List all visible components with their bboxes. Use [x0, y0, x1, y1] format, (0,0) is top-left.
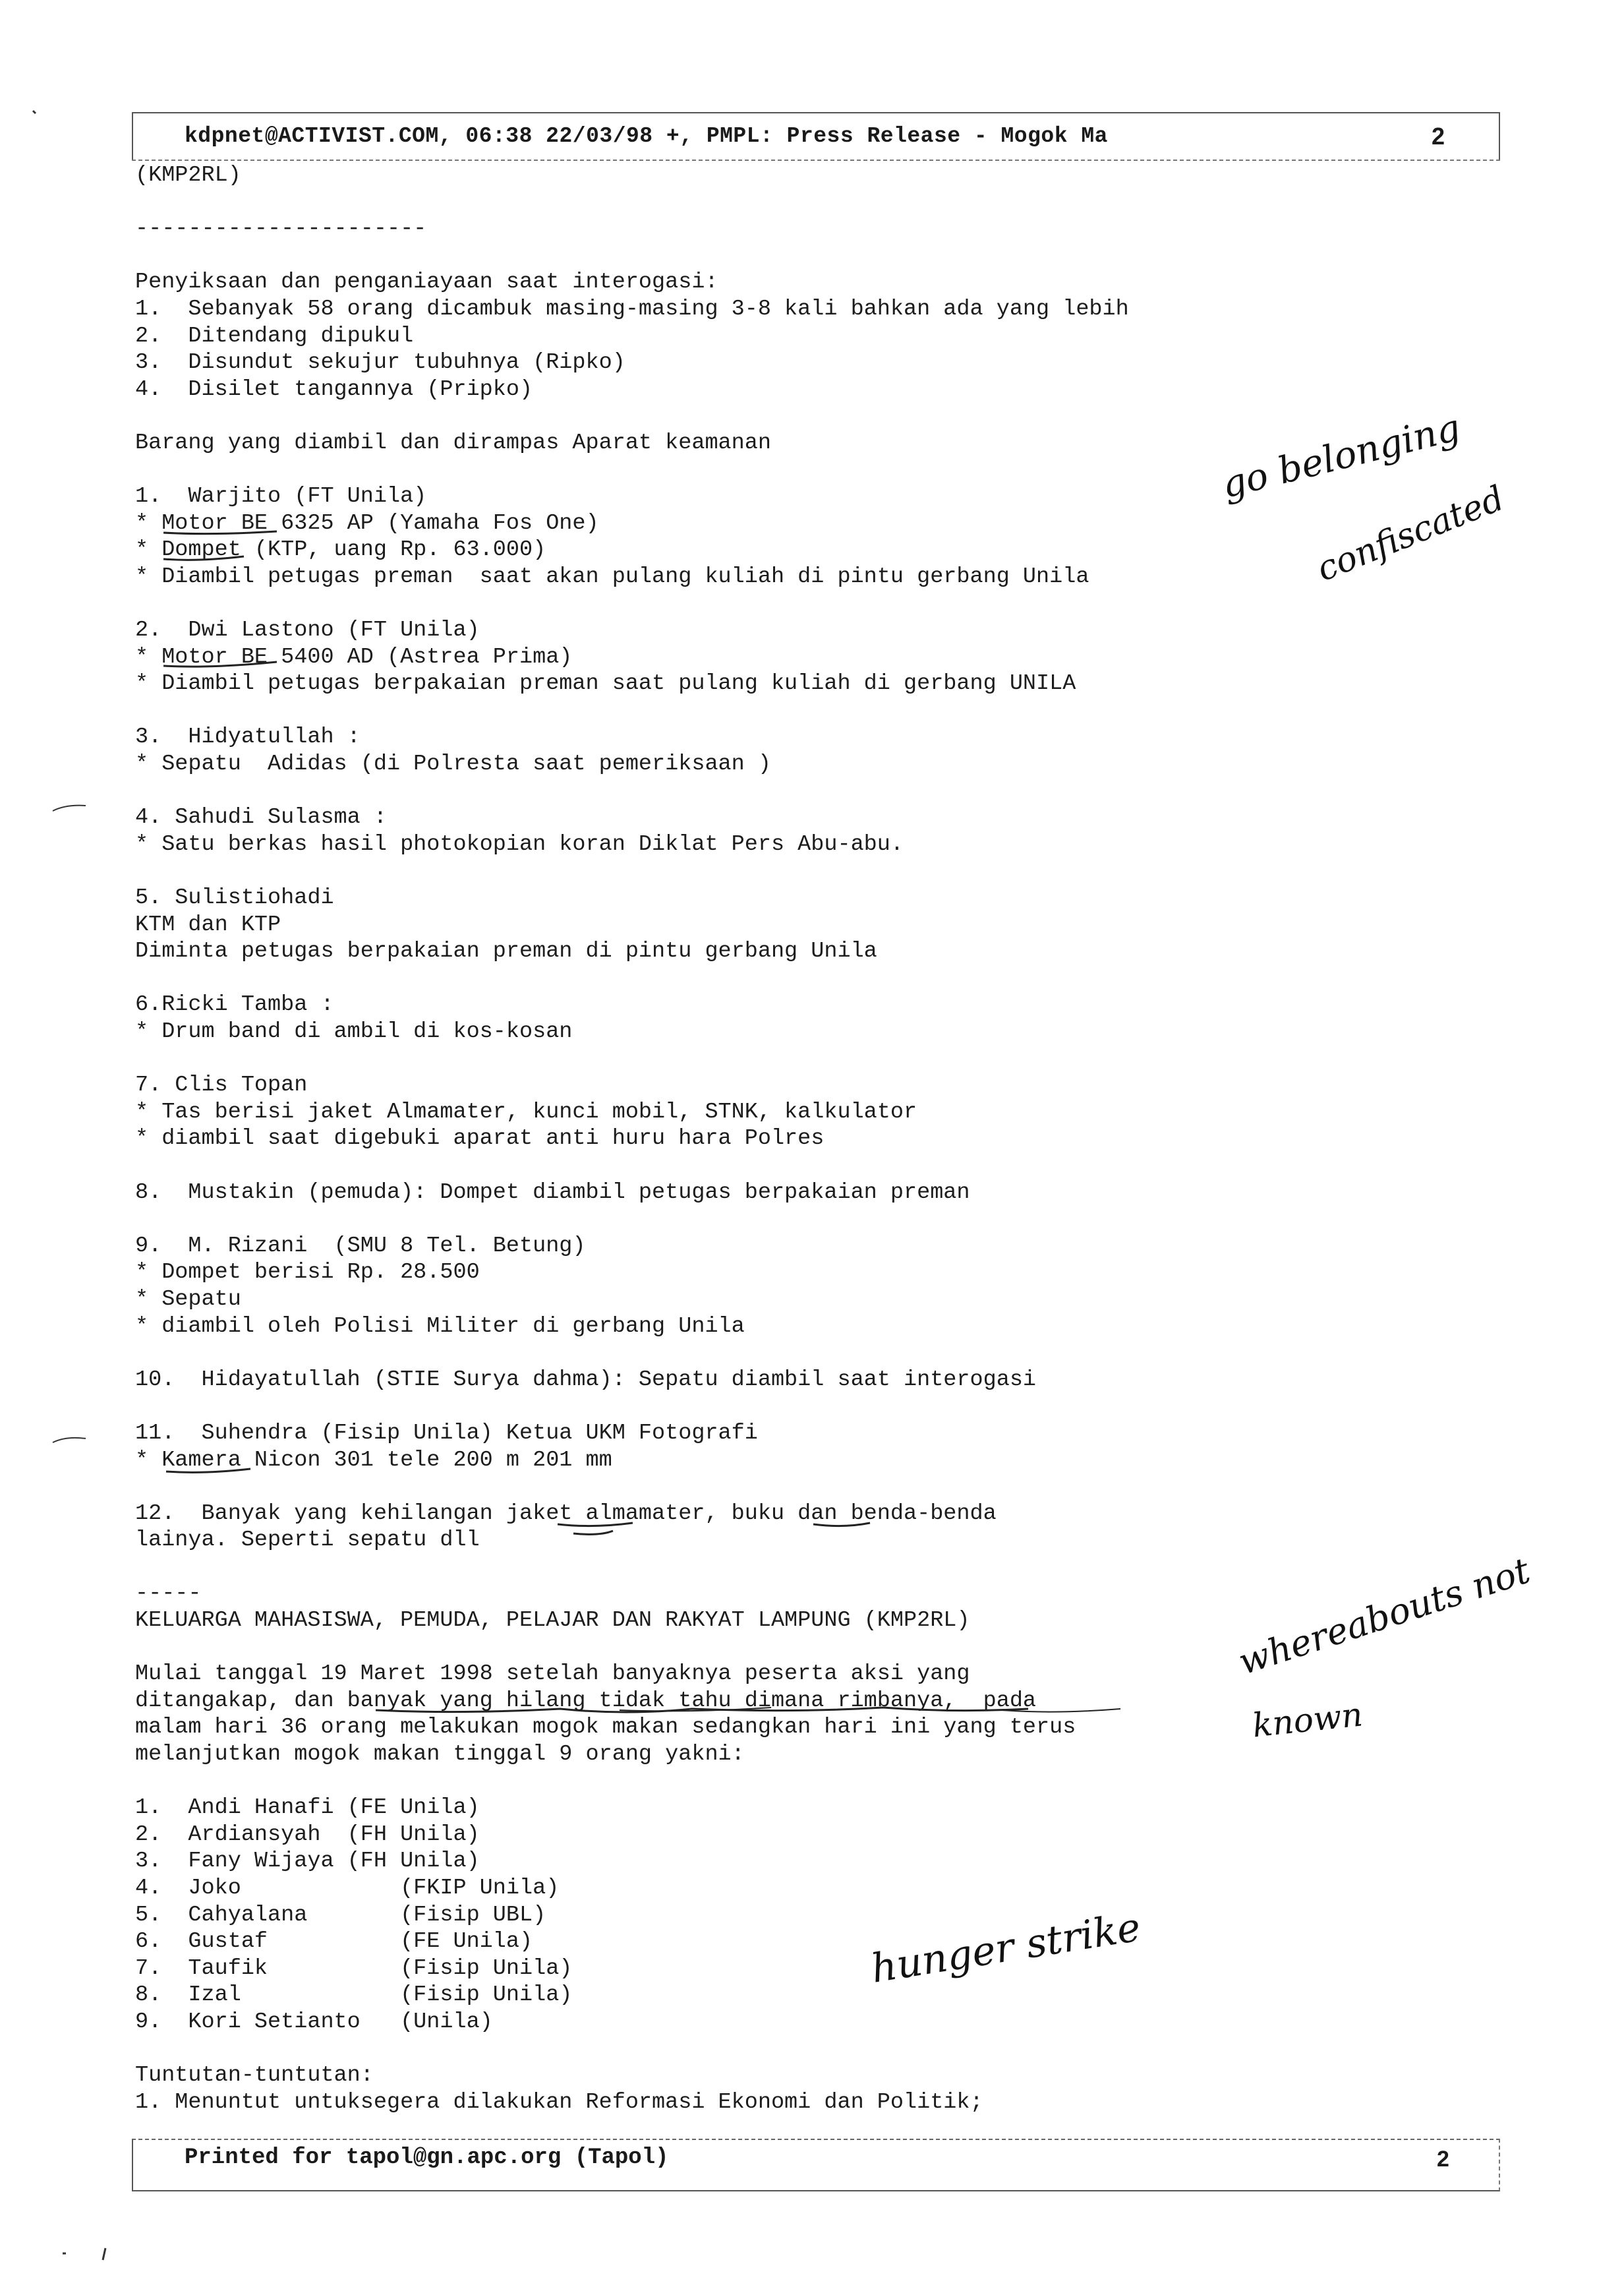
handwritten-note-hunger-strike-text: hunger strike	[868, 1904, 1144, 1992]
handwritten-note-known-line2: known	[1250, 1695, 1365, 1745]
text-line: 6.Ricki Tamba :	[135, 992, 334, 1018]
text-line: * diambil saat digebuki aparat anti huru hara Polres	[135, 1126, 825, 1152]
text-line: * Drum band di ambil di kos-kosan	[135, 1019, 573, 1044]
text-line: (KMP2RL)	[135, 163, 241, 188]
text-line: 2. Ditendang dipukul	[135, 323, 414, 349]
text-line: 3. Disundut sekujur tubuhnya (Ripko)	[135, 350, 625, 376]
underline-motor-2	[163, 662, 277, 667]
text-line: 4. Disilet tangannya (Pripko)	[135, 376, 533, 402]
text-line: 1. Warjito (FT Unila)	[135, 484, 427, 510]
text-line: melanjutkan mogok makan tinggal 9 orang yakni:	[135, 1742, 745, 1768]
text-line: Penyiksaan dan penganiayaan saat interogasi:	[135, 270, 718, 295]
footer-printed-for: Printed for tapol@gn.apc.org (Tapol)	[185, 2145, 669, 2170]
text-line: KELUARGA MAHASISWA, PEMUDA, PELAJAR DAN RAKYAT LAMPUNG (KMP2RL)	[135, 1608, 970, 1634]
text-line: 2. Ardiansyah (FH Unila)	[135, 1822, 480, 1847]
text-line: * Dompet (KTP, uang Rp. 63.000)	[135, 537, 546, 563]
text-line: Barang yang diambil dan dirampas Aparat keamanan	[135, 430, 771, 456]
text-line: * Diambil petugas berpakaian preman saat pulang kuliah di gerbang UNILA	[135, 671, 1076, 697]
text-line: * Dompet berisi Rp. 28.500	[135, 1260, 480, 1286]
text-line: 4. Sahudi Sulasma :	[135, 805, 387, 831]
handwritten-note-whereabouts-line1: whereabouts not	[1233, 1549, 1535, 1683]
text-line: * diambil oleh Polisi Militer di gerbang Unila	[135, 1313, 745, 1339]
handwritten-note-belongings-line1: go belonging	[1217, 406, 1465, 507]
text-line: -----	[135, 1581, 202, 1607]
text-line: ----------------------	[135, 216, 427, 242]
underline-hilang	[376, 1708, 1028, 1712]
text-line: lainya. Seperti sepatu dll	[135, 1528, 480, 1553]
text-line: Diminta petugas berpakaian preman di pintu gerbang Unila	[135, 939, 877, 965]
text-line: 12. Banyak yang kehilangan jaket almamater, buku dan benda-benda	[135, 1501, 997, 1526]
text-line: 11. Suhendra (Fisip Unila) Ketua UKM Fotografi	[135, 1420, 758, 1446]
text-line: Mulai tanggal 19 Maret 1998 setelah banyaknya peserta aksi yang	[135, 1661, 970, 1687]
margin-mark-4	[63, 2248, 105, 2260]
text-line: * Sepatu	[135, 1286, 241, 1312]
text-line: * Motor BE 5400 AD (Astrea Prima)	[135, 644, 573, 670]
text-line: 1. Sebanyak 58 orang dicambuk masing-masing 3-8 kali bahkan ada yang lebih	[135, 296, 1129, 322]
text-line: * Diambil petugas preman saat akan pulang kuliah di pintu gerbang Unila	[135, 564, 1089, 589]
text-line: 4. Joko (FKIP Unila)	[135, 1876, 560, 1901]
text-line: * Tas berisi jaket Almamater, kunci mobil, STNK, kalkulator	[135, 1099, 917, 1125]
text-line: 9. Kori Setianto (Unila)	[135, 2009, 493, 2035]
text-line: 1. Andi Hanafi (FE Unila)	[135, 1795, 480, 1821]
text-line: 1. Menuntut untuksegera dilakukan Reformasi Ekonomi dan Politik;	[135, 2089, 983, 2115]
text-line: * Motor BE 6325 AP (Yamaha Fos One)	[135, 510, 599, 536]
text-line: malam hari 36 orang melakukan mogok makan sedangkan hari ini yang terus	[135, 1715, 1076, 1740]
text-line: 10. Hidayatullah (STIE Surya dahma): Sepatu diambil saat interogasi	[135, 1367, 1037, 1392]
text-line: 2. Dwi Lastono (FT Unila)	[135, 618, 480, 643]
text-line: 3. Fany Wijaya (FH Unila)	[135, 1849, 480, 1874]
text-line: 7. Clis Topan	[135, 1073, 308, 1098]
text-line: 9. M. Rizani (SMU 8 Tel. Betung)	[135, 1233, 586, 1259]
underline-kamera	[166, 1469, 250, 1472]
text-line: 6. Gustaf (FE Unila)	[135, 1929, 533, 1955]
header-page-number: 2	[1432, 123, 1445, 150]
text-line: 5. Cahyalana (Fisip UBL)	[135, 1902, 546, 1928]
text-line: 3. Hidyatullah :	[135, 725, 361, 750]
margin-mark-3	[33, 111, 36, 113]
text-line: 8. Mustakin (pemuda): Dompet diambil petugas berpakaian preman	[135, 1179, 970, 1205]
text-line: 7. Taufik (Fisip Unila)	[135, 1955, 573, 1981]
text-line: * Kamera Nicon 301 tele 200 m 201 mm	[135, 1447, 612, 1473]
underline-motor-1	[163, 531, 277, 534]
text-line: Tuntutan-tuntutan:	[135, 2063, 374, 2089]
text-line: * Sepatu Adidas (di Polresta saat pemeriksaan )	[135, 752, 771, 777]
text-line: ditangakap, dan banyak yang hilang tidak tahu dimana rimbanya, pada	[135, 1688, 1037, 1713]
underline-jaket	[558, 1523, 633, 1534]
underline-buku	[813, 1523, 870, 1526]
text-line: KTM dan KTP	[135, 912, 281, 937]
text-line: * Satu berkas hasil photokopian koran Diklat Pers Abu-abu.	[135, 831, 904, 857]
margin-mark-2	[53, 1438, 86, 1442]
text-line: 8. Izal (Fisip Unila)	[135, 1982, 573, 2008]
handwritten-note-confiscated-line2: confiscated	[1311, 478, 1510, 590]
underline-dompet	[163, 556, 244, 560]
footer-page-number: 2	[1437, 2147, 1449, 2172]
text-line: 5. Sulistiohadi	[135, 885, 334, 911]
margin-mark-1	[53, 806, 86, 811]
header-title: kdpnet@ACTIVIST.COM, 06:38 22/03/98 +, PMPL: Press Release - Mogok Ma	[185, 124, 1108, 148]
